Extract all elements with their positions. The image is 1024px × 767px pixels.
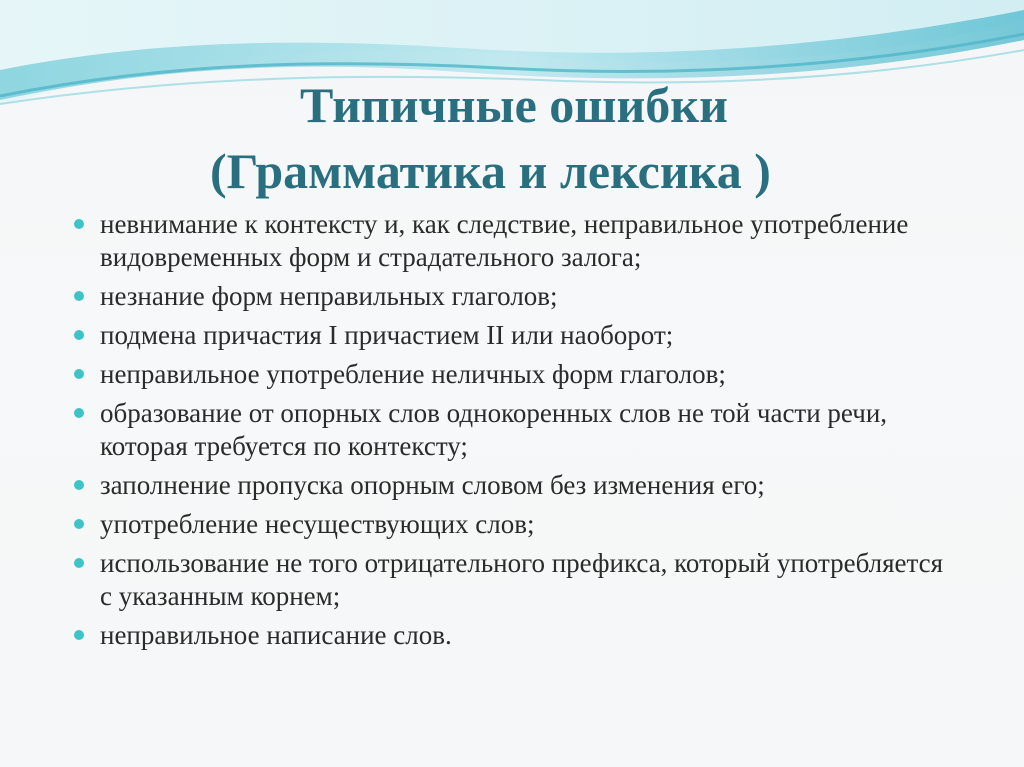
- list-item: [72, 397, 952, 463]
- list-item-text: употребление несуществующих слов;: [100, 509, 535, 539]
- list-item: [72, 469, 952, 502]
- list-item: [72, 508, 952, 541]
- bullet-dot-icon: [74, 480, 84, 490]
- list-item: [72, 619, 952, 652]
- list-item-text: подмена причастия I причастием II или наоборот;: [100, 320, 674, 350]
- list-item-text: незнание форм неправильных глаголов;: [100, 281, 558, 311]
- list-item: [72, 358, 952, 391]
- list-item: [72, 547, 952, 613]
- list-item-text: использование не того отрицательного префикса, который употребляется с указанным корнем;: [100, 548, 944, 611]
- list-item: [72, 208, 952, 274]
- list-item-text: неправильное употребление неличных форм глаголов;: [100, 359, 726, 389]
- bullet-dot-icon: [74, 330, 84, 340]
- title-line-2: (Грамматика и лексика ): [210, 143, 771, 199]
- bullet-dot-icon: [74, 630, 84, 640]
- bullet-list: [72, 208, 952, 658]
- bullet-dot-icon: [74, 291, 84, 301]
- bullet-dot-icon: [74, 519, 84, 529]
- list-item: [72, 280, 952, 313]
- bullet-dot-icon: [74, 369, 84, 379]
- list-item-text: заполнение пропуска опорным словом без изменения его;: [100, 470, 765, 500]
- title-line-1: Типичные ошибки: [300, 77, 728, 133]
- page-title: [150, 72, 970, 204]
- list-item-text: невнимание к контексту и, как следствие, неправильное употребление видовременных форм и страдательного залога;: [100, 209, 909, 272]
- list-item-text: образование от опорных слов однокоренных слов не той части речи, которая требуется по контексту;: [100, 398, 888, 461]
- bullet-dot-icon: [74, 219, 84, 229]
- list-item: [72, 319, 952, 352]
- bullet-dot-icon: [74, 558, 84, 568]
- bullet-dot-icon: [74, 408, 84, 418]
- list-item-text: неправильное написание слов.: [100, 620, 452, 650]
